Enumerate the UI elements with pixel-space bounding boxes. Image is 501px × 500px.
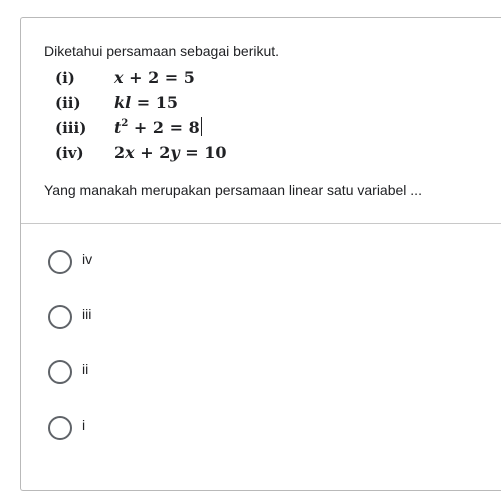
equation-coefficient: 2 (114, 143, 126, 162)
equation-rest: = 15 (131, 93, 178, 112)
equation-variable: t (114, 118, 122, 137)
equation-list (55, 67, 355, 167)
equation-variable: x (114, 68, 124, 87)
equation-number: (iv) (55, 144, 84, 162)
equation-number: (iii) (55, 119, 87, 137)
equation-variable: kl (114, 93, 132, 112)
option-label: ii (82, 361, 89, 377)
equation-row-iii (55, 117, 355, 142)
equation-variable: x (125, 143, 135, 162)
radio-button[interactable] (48, 360, 72, 384)
radio-button[interactable] (48, 250, 72, 274)
equation-rest: + 2 = 5 (123, 68, 195, 87)
equation-rest: = 10 (179, 143, 227, 162)
equation-row-iv (55, 142, 355, 167)
equation-expression (114, 92, 178, 114)
option-label: i (82, 417, 86, 433)
equation-middle: + 2 (134, 143, 171, 162)
option-ii[interactable] (48, 360, 248, 386)
equation-number: (i) (55, 69, 75, 87)
equation-expression (114, 142, 226, 164)
question-card (20, 17, 501, 491)
equation-row-i (55, 67, 355, 92)
option-label: iv (82, 251, 93, 267)
text-cursor (201, 117, 202, 136)
question-intro: Diketahui persamaan sebagai berikut. (44, 43, 280, 59)
equation-variable-2: y (170, 143, 180, 162)
equation-expression (114, 117, 202, 139)
radio-button[interactable] (48, 416, 72, 440)
option-i[interactable] (48, 416, 248, 442)
option-iv[interactable] (48, 250, 248, 276)
equation-number: (ii) (55, 94, 81, 112)
equation-row-ii (55, 92, 355, 117)
radio-button[interactable] (48, 305, 72, 329)
option-label: iii (82, 306, 92, 322)
equation-rest: + 2 = 8 (128, 118, 200, 137)
equation-exponent: 2 (121, 118, 129, 129)
question-prompt: Yang manakah merupakan persamaan linear satu variabel ... (44, 182, 422, 198)
option-iii[interactable] (48, 305, 248, 331)
equation-expression (114, 67, 195, 89)
divider (21, 223, 501, 224)
